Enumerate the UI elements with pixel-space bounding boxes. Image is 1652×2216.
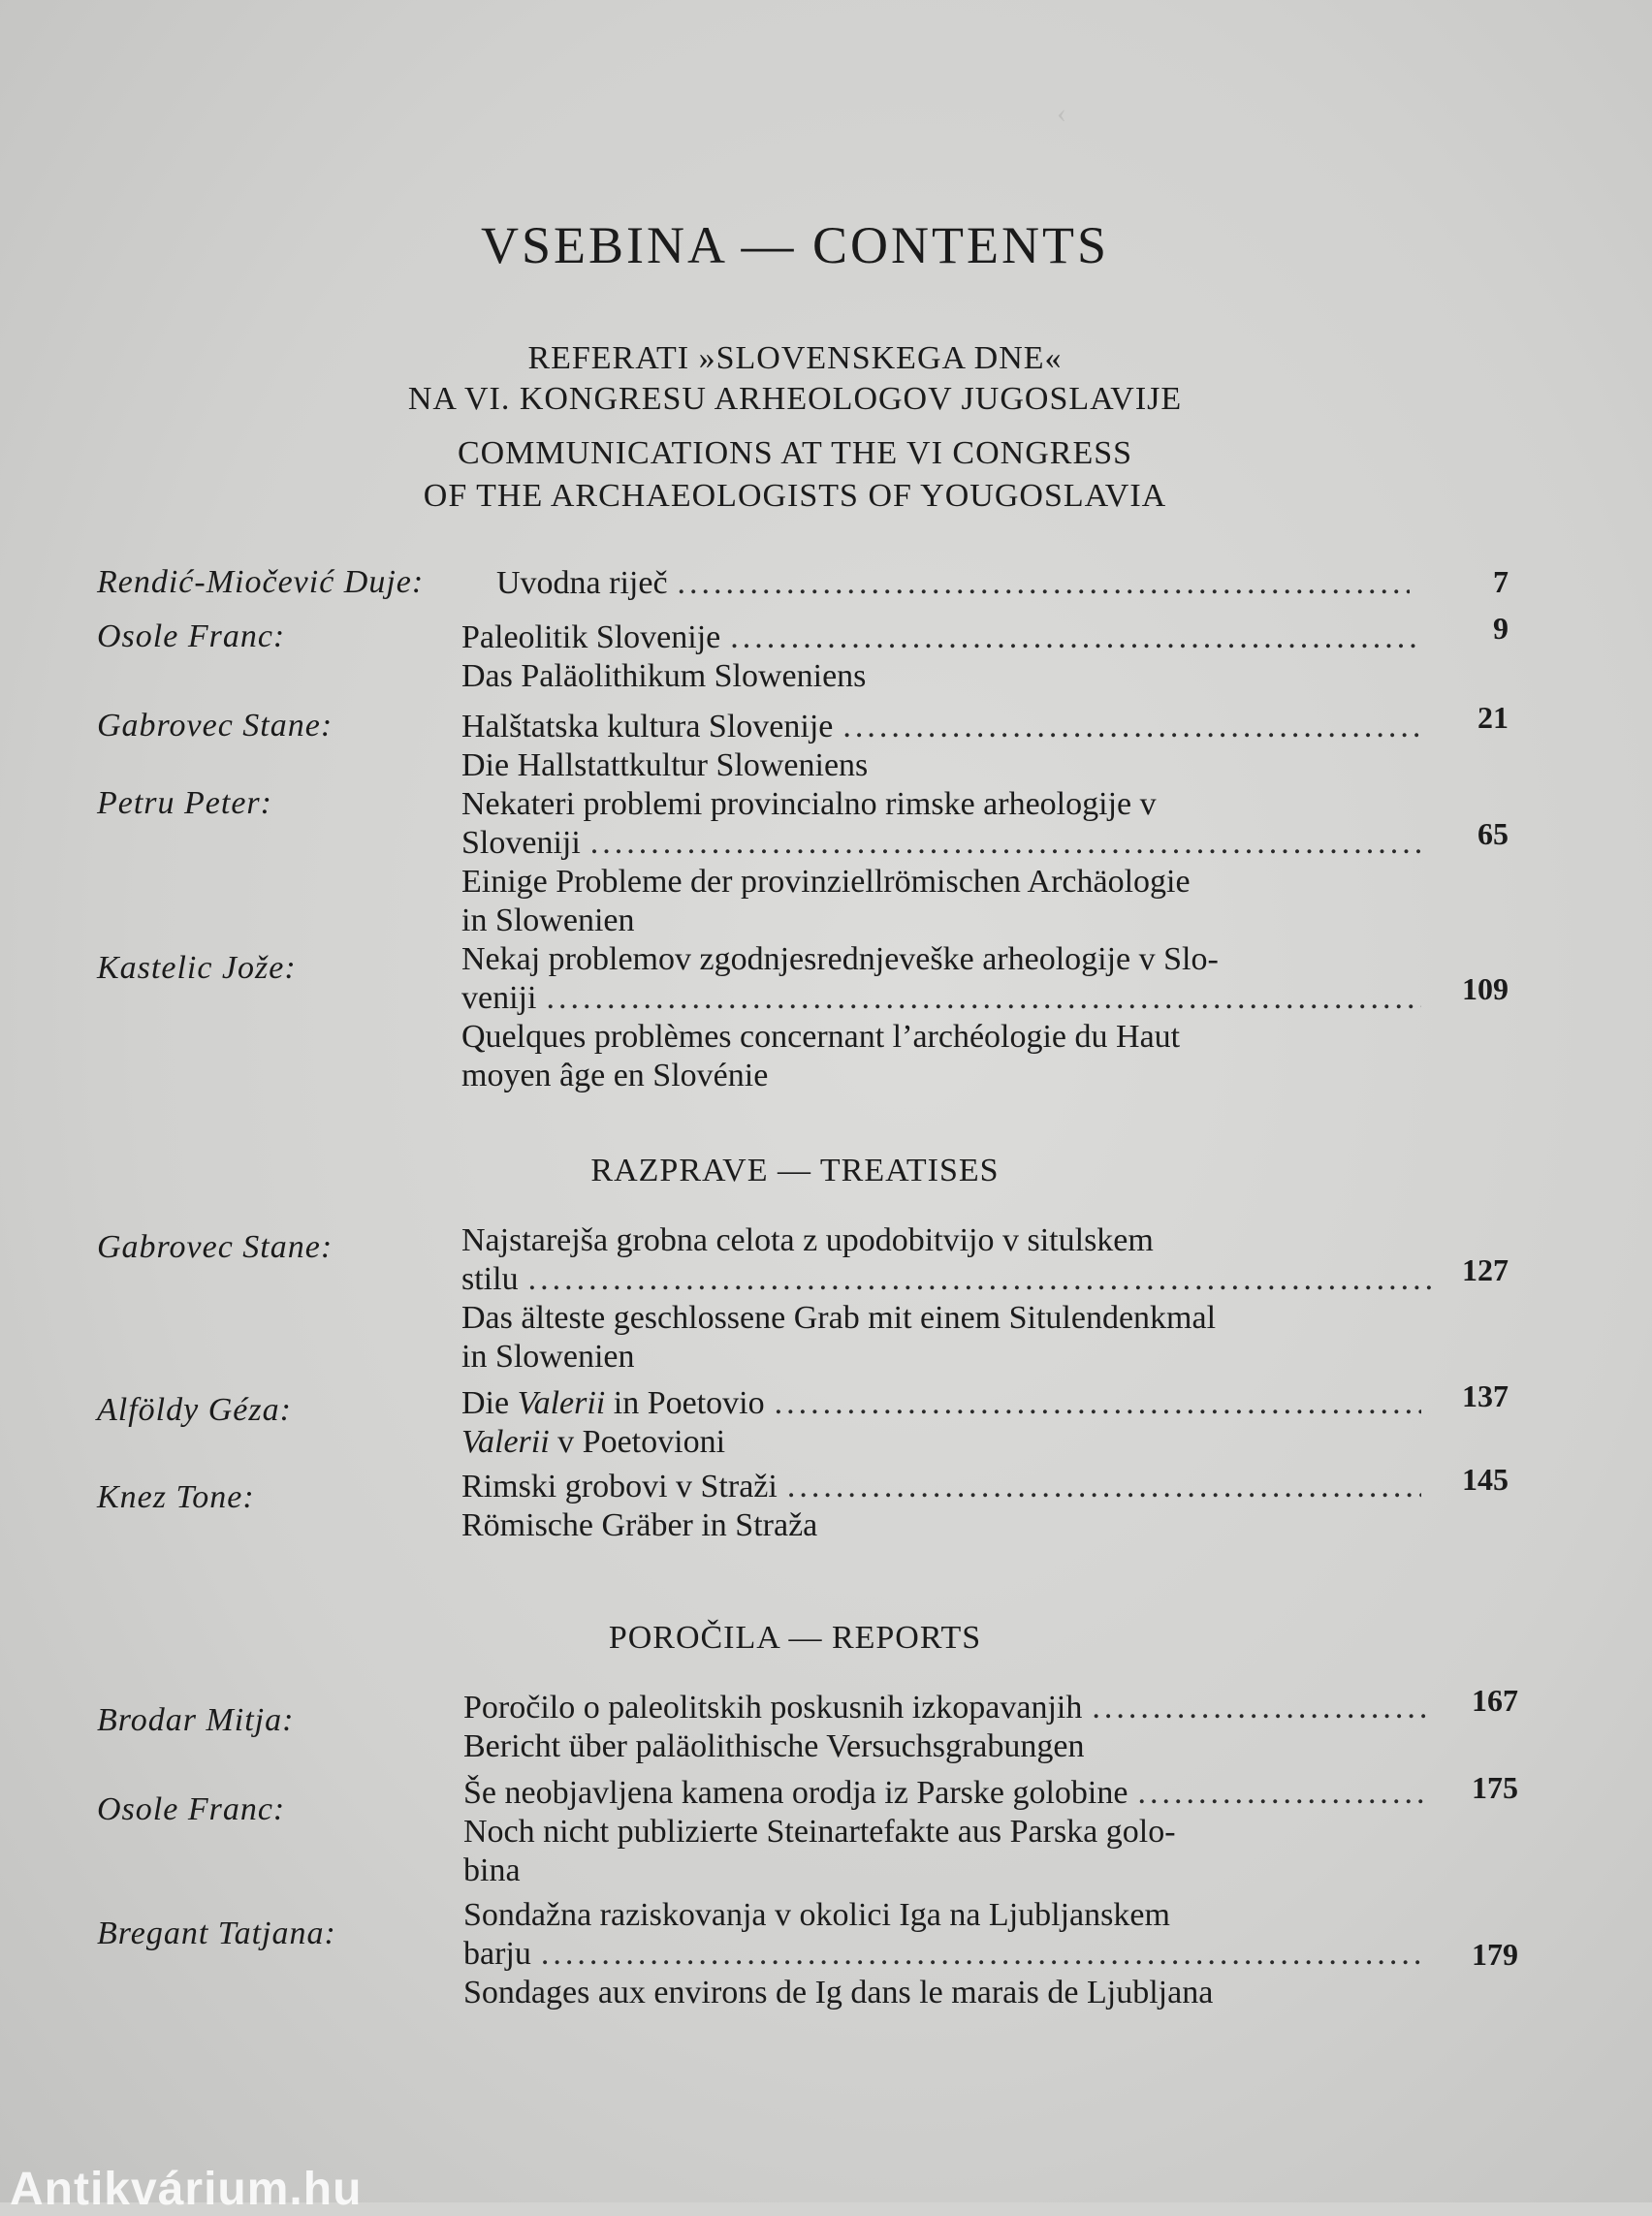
page-number: 7 [1493,564,1509,599]
entry-title: Najstarejša grobna celota z upodobitvijo v situlskem [461,1222,1154,1258]
entry-title: Rimski grobovi v Straži [461,1469,778,1504]
section-heading-treatises: RAZPRAVE — TREATISES [590,1153,1000,1188]
page-number: 65 [1477,816,1509,851]
entry-title-translation: Sondages aux environs de Ig dans le marais de Ljubljana [463,1975,1214,2010]
entry-title: Nekaj problemov zgodnjesrednjeveške arheologije v Slo- [461,941,1219,977]
entry-title-cont: Sloveniji [461,825,581,861]
entry-title: Die Valerii in Poetovio [461,1385,765,1421]
page-number: 175 [1472,1770,1518,1805]
entry-title: Paleolitik Slovenije [461,619,721,655]
entry-title-translation: Das Paläolithikum Sloweniens [461,658,867,694]
dot-leader [1137,1774,1427,1813]
page-number: 179 [1472,1937,1518,1972]
section-heading-en-2: OF THE ARCHAEOLOGISTS OF YOUGOSLAVIA [423,478,1167,514]
entry-title-translation-cont: bina [463,1852,521,1888]
entry-title-cont: barju [463,1936,531,1972]
page-number: 21 [1477,700,1509,735]
entry-author: Petru Peter: [97,785,272,821]
entry-title: Sondažna raziskovanja v okolici Iga na Ljubljanskem [463,1897,1170,1933]
entry-title-translation: Einige Probleme der provinziellrömischen Archäologie [461,864,1191,900]
bleed-through-text: ‹ [1057,97,1066,129]
entry-title-translation: Das älteste geschlossene Grab mit einem Situlendenkmal [461,1300,1217,1336]
entry-title: Uvodna riječ [496,565,668,601]
dot-leader [590,824,1421,863]
watermark-logo: Antikvárium.hu [10,2164,363,2215]
entry-author: Bregant Tatjana: [97,1915,336,1951]
page-number: 9 [1493,611,1509,646]
page-number: 137 [1462,1378,1509,1413]
entry-title-translation-cont: in Slowenien [461,902,635,938]
page-number: 109 [1462,971,1509,1006]
entry-title: Še neobjavljena kamena orodja iz Parske golobine [463,1775,1128,1811]
page-number: 145 [1462,1462,1509,1497]
entry-author: Gabrovec Stane: [97,1229,334,1265]
entry-author: Alföldy Géza: [97,1392,292,1428]
entry-title: Halštatska kultura Slovenije [461,709,834,744]
dot-leader [678,564,1410,603]
entry-title: Nekateri problemi provincialno rimske arheologije v [461,786,1157,822]
entry-title-translation: Valerii v Poetovioni [461,1424,726,1460]
dot-leader [842,708,1421,746]
dot-leader [775,1384,1421,1423]
entry-author: Kastelic Jože: [97,950,297,986]
section-heading-en-1: COMMUNICATIONS AT THE VI CONGRESS [457,435,1133,471]
dot-leader [1092,1689,1427,1727]
entry-title-translation: Noch nicht publizierte Steinartefakte aus Parska golo- [463,1814,1176,1850]
section-heading-sl-2: NA VI. KONGRESU ARHEOLOGOV JUGOSLAVIJE [407,381,1183,417]
entry-author: Osole Franc: [97,1791,286,1827]
entry-title-translation-cont: in Slowenien [461,1339,635,1375]
entry-author: Knez Tone: [97,1479,255,1515]
dot-leader [730,618,1421,657]
entry-title-translation: Bericht über paläolithische Versuchsgrabungen [463,1728,1085,1764]
entry-title-cont: stilu [461,1261,519,1297]
entry-title: Poročilo o paleolitskih poskusnih izkopavanjih [463,1690,1083,1725]
dot-leader [546,979,1421,1018]
section-heading-sl-1: REFERATI »SLOVENSKEGA DNE« [527,340,1063,376]
entry-title-cont: veniji [461,980,537,1016]
entry-title-translation: Die Hallstattkultur Sloweniens [461,747,869,783]
dot-leader [541,1935,1427,1974]
entry-title-translation: Quelques problèmes concernant l’archéologie du Haut [461,1019,1181,1055]
page-number: 167 [1472,1683,1518,1718]
entry-title-translation: Römische Gräber in Straža [461,1507,818,1543]
section-heading-reports: POROČILA — REPORTS [608,1620,982,1656]
dot-leader [528,1260,1431,1299]
dot-leader [787,1468,1421,1506]
entry-author: Osole Franc: [97,618,286,654]
page-number: 127 [1462,1252,1509,1287]
entry-author: Brodar Mitja: [97,1702,295,1738]
page-title: VSEBINA — CONTENTS [480,216,1110,274]
entry-author: Gabrovec Stane: [97,708,334,744]
entry-author: Rendić-Miočević Duje: [97,564,425,600]
entry-title-translation-cont: moyen âge en Slovénie [461,1058,769,1093]
